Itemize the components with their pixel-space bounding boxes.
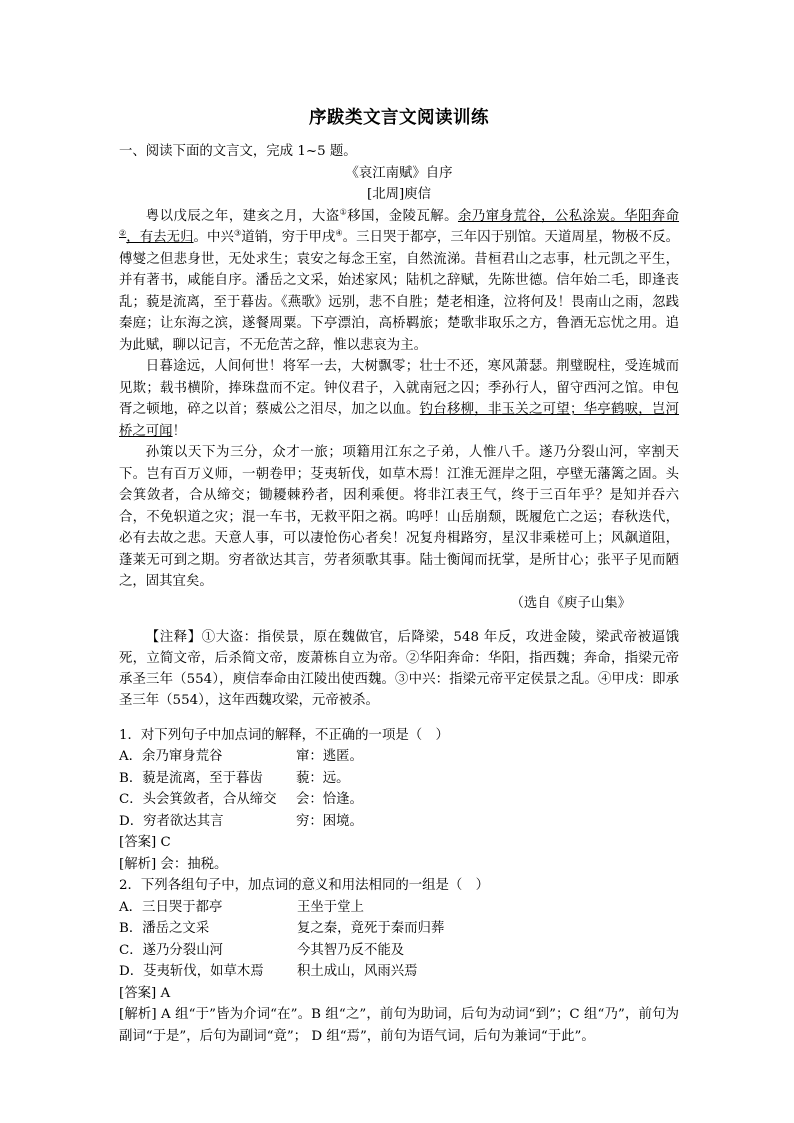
question-1-option-d <box>119 811 679 833</box>
option-text: D．穷者欲达其言 <box>119 813 224 829</box>
question-1-option-a <box>119 746 679 768</box>
option-explanation: 窜：逃匿。 <box>296 749 363 765</box>
question-1-option-b <box>119 768 679 790</box>
page-title: 序跋类文言文阅读训练 <box>309 108 489 128</box>
footnote-mark: ④ <box>335 228 343 238</box>
option-text: B．藐是流离，至于暮齿 <box>119 770 263 786</box>
work-title: 《哀江南赋》自序 <box>345 165 453 181</box>
annotations: 【注释】①大盗：指侯景，原在魏做官，后降梁，548 年反，攻进金陵，梁武帝被逼饿死，立简文帝，后杀简文帝，废萧栋自立为帝。②华阳奔命：华阳，指西魏；奔命，指梁元帝承圣三年（554），庾信奉命由江陵出使西魏。③中兴：指梁元帝平定侯景之乱。④甲戌：即承圣三年（554），这年西魏攻梁，元帝被杀。 <box>119 630 679 709</box>
source-line: （选自《庾子山集》 <box>510 595 631 611</box>
question-1-stem: 1．对下列句子中加点词的解释，不正确的一项是（ ） <box>119 727 449 743</box>
underlined-sentence: 余乃窜身荒谷，公私涂炭。华阳奔命 <box>457 208 680 224</box>
option-explanation: 会：恰逢。 <box>296 792 363 808</box>
option-text: C．头会箕敛者，合从缔交 <box>119 792 277 808</box>
option-text: C．遂乃分裂山河 <box>119 942 223 958</box>
option-text: D．芟夷斩伐，如草木焉 <box>119 964 264 980</box>
option-compare: 积土成山，风雨兴焉 <box>297 964 418 980</box>
author-line: [北周]庾信 <box>366 187 431 202</box>
footnote-mark: ① <box>339 207 348 217</box>
option-text: A．余乃窜身荒谷 <box>119 749 223 765</box>
question-2-option-c <box>119 940 679 962</box>
option-text: B．潘岳之文采 <box>119 921 210 937</box>
footnote-mark: ② <box>119 228 127 238</box>
question-2-stem: 2．下列各组句子中，加点词的意义和用法相同的一组是（ ） <box>119 878 490 894</box>
paragraph-3: 孙策以天下为三分，众才一旅；项籍用江东之子弟，人惟八千。遂乃分裂山河，宰割天下。岂有百万义师，一朝卷甲；芟夷斩伐，如草木焉！江淮无涯岸之阻，亭壁无藩篱之固。头会箕敛者，合从缔交；锄耰棘矜者，因利乘便。将非江表王气，终于三百年乎？是知并吞六合，不免轵道之灾；混一车书，无救平阳之祸。呜呼！山岳崩颓，既履危亡之运；春秋迭代，必有去故之悲。天意人事，可以凄怆伤心者矣！况复舟楫路穷，星汉非乘槎可上；风飙道阻，蓬莱无可到之期。穷者欲达其言，劳者须歌其事。陆士衡闻而抚掌，是所甘心；张平子见而陋之，固其宜矣。 <box>119 445 679 589</box>
option-compare: 王坐于堂上 <box>297 899 364 915</box>
underlined-sentence: 钓台移柳，非玉关之可望；华亭鹤唳，岂河桥之可闻 <box>119 402 680 439</box>
option-explanation: 藐：远。 <box>296 770 350 786</box>
footnote-mark: ③ <box>233 228 242 238</box>
text-span: 移国，金陵瓦解。 <box>347 208 458 224</box>
document-page <box>119 104 679 1047</box>
text-span: 。中兴 <box>193 230 234 245</box>
paragraph-1 <box>119 206 679 357</box>
underlined-sentence: ，有去无归 <box>126 230 194 245</box>
question-1-option-c <box>119 789 679 811</box>
question-2-answer: [答案] A <box>119 985 171 1001</box>
option-compare: 复之秦，竟死于秦而归葬 <box>297 921 445 937</box>
question-1-analysis: [解析] 会：抽税。 <box>119 856 228 872</box>
text-span: 粤以戊辰之年，建亥之月，大盗 <box>145 208 340 224</box>
question-1-answer: [答案] C <box>119 835 171 851</box>
text-span: 道销，穷于甲戌 <box>241 230 336 245</box>
text-span: 。三日哭于都亭，三年囚于别馆。天道周星，物极不反。傅燮之但悲身世，无处求生；袁安之每念王室，自然流涕。昔桓君山之志事，杜元凯之平生，并有著书，咸能自序。潘岳之文采，始述家风；陆机之辞赋，先陈世德。信年始二毛，即逢丧乱；藐是流离，至于暮齿。《燕歌》远别，悲不自胜；楚老相逢，泣将何及！畏南山之雨，忽践秦庭；让东海之滨，遂餐周粟。下亭漂泊，高桥羁旅；楚歌非取乐之方，鲁酒无忘忧之用。追为此赋，聊以记言，不无危苦之辞，惟以悲哀为主。 <box>119 230 680 353</box>
question-2-option-b <box>119 918 679 940</box>
question-2-option-a <box>119 897 679 919</box>
question-2-analysis: [解析] A 组“于”皆为介词“在”。B 组“之”，前句为助词，后句为动词“到”；C 组“乃”，前句为副词“于是”，后句为副词“竟”； D 组“焉”，前句为语气词，后句为兼词“于此”。 <box>119 1007 679 1044</box>
option-explanation: 穷：困境。 <box>296 813 363 829</box>
text-span: 日暮途远，人间何世！将军一去，大树飘零；壮士不还，寒风萧瑟。荆璧睨柱，受连城而见欺；载书横阶，捧珠盘而不定。钟仪君子，入就南冠之囚；季孙行人，留守西河之馆。申包胥之顿地，碎之以首；蔡威公之泪尽，加之以血。 <box>119 359 679 417</box>
text-span: ！ <box>172 423 186 439</box>
option-compare: 今其智乃反不能及 <box>297 942 405 958</box>
option-text: A．三日哭于都亭 <box>119 899 223 915</box>
section-intro: 一、阅读下面的文言文，完成 1~5 题。 <box>119 144 357 159</box>
question-2-option-d <box>119 961 679 983</box>
paragraph-2 <box>119 356 679 442</box>
